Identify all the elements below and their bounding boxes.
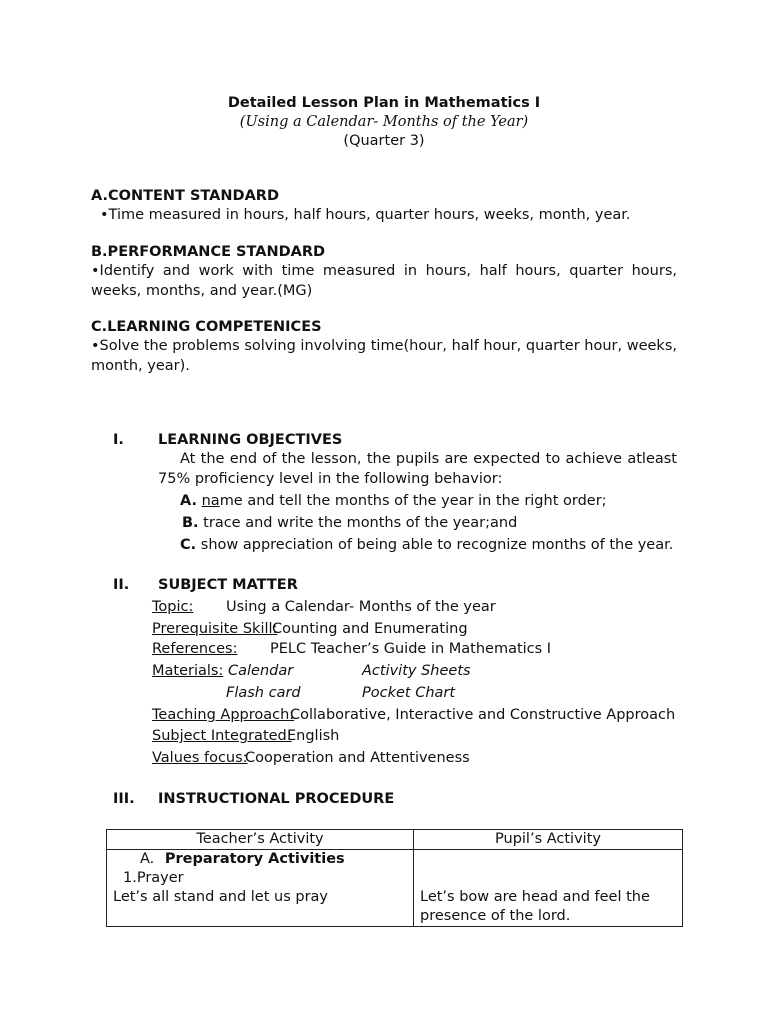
- references-value: PELC Teacher’s Guide in Mathematics I: [270, 641, 552, 657]
- approach-label: Teaching Approach:: [152, 707, 295, 723]
- teacher-activity-header: Teacher’s Activity: [107, 830, 414, 850]
- objective-item-c: [180, 535, 673, 555]
- teacher-activity-cell: [107, 850, 414, 927]
- approach-value: Collaborative, Interactive and Constructive Approach: [290, 707, 676, 723]
- objective-letter: B.: [182, 515, 199, 531]
- learning-competencies-heading: C.LEARNING COMPETENICES: [91, 319, 322, 335]
- objectives-heading: LEARNING OBJECTIVES: [158, 432, 343, 448]
- objective-text: trace and write the months of the year;and: [203, 515, 518, 531]
- objective-underlined-text: na: [201, 493, 220, 509]
- material-item: Flash card: [226, 685, 301, 701]
- pupil-activity-header: Pupil’s Activity: [414, 830, 683, 850]
- objective-text: me and tell the months of the year in the right order;: [219, 493, 607, 509]
- materials-label: Materials:: [152, 663, 224, 679]
- table-row: [107, 850, 683, 927]
- objective-letter: A.: [180, 493, 197, 509]
- learning-competencies-text: •Solve the problems solving involving time(hour, half hour, quarter hour, weeks, month, year).: [91, 338, 677, 374]
- teacher-line: Let’s all stand and let us pray: [113, 889, 329, 905]
- performance-standard-text: •Identify and work with time measured in hours, half hours, quarter hours, weeks, months, and year.(MG): [91, 263, 677, 299]
- section-letter: A.: [140, 851, 155, 867]
- performance-standard-heading: B.PERFORMANCE STANDARD: [91, 244, 326, 260]
- subject-matter-heading: SUBJECT MATTER: [158, 577, 298, 593]
- prereq-value: Counting and Enumerating: [272, 621, 468, 637]
- document-subtitle: (Using a Calendar- Months of the Year): [239, 114, 529, 130]
- procedure-numeral: III.: [113, 791, 135, 807]
- section-title: Preparatory Activities: [164, 851, 345, 867]
- step-label: 1.Prayer: [123, 870, 184, 886]
- values-value: Cooperation and Attentiveness: [245, 750, 470, 766]
- objectives-numeral: I.: [113, 432, 124, 448]
- topic-value: Using a Calendar- Months of the year: [226, 599, 496, 615]
- document-title: Detailed Lesson Plan in Mathematics I: [227, 95, 541, 111]
- quarter-label: (Quarter 3): [343, 133, 425, 149]
- objective-item-b: [182, 513, 517, 533]
- content-standard-text: •Time measured in hours, half hours, quarter hours, weeks, month, year.: [100, 207, 631, 223]
- prereq-label: Prerequisite Skill:: [152, 621, 278, 637]
- topic-label: Topic:: [152, 599, 194, 615]
- references-label: References:: [152, 641, 238, 657]
- procedure-heading: INSTRUCTIONAL PROCEDURE: [158, 791, 395, 807]
- objectives-intro: At the end of the lesson, the pupils are expected to achieve atleast 75% proficiency level in the following behavior:: [158, 451, 677, 487]
- material-item: Activity Sheets: [362, 663, 471, 679]
- integrated-value: English: [287, 728, 340, 744]
- objective-text: show appreciation of being able to recognize months of the year.: [200, 537, 674, 553]
- integrated-label: Subject Integrated:: [152, 728, 292, 744]
- table-header-row: [107, 830, 683, 850]
- procedure-table: [106, 829, 683, 927]
- pupil-line: Let’s bow are head and feel the presence of the lord.: [420, 889, 650, 924]
- pupil-activity-cell: [414, 850, 683, 927]
- values-label: Values focus:: [152, 750, 248, 766]
- material-item: Calendar: [228, 663, 294, 679]
- material-item: Pocket Chart: [362, 685, 456, 701]
- section-heading: [113, 850, 407, 869]
- subject-matter-numeral: II.: [113, 577, 130, 593]
- objective-letter: C.: [180, 537, 197, 553]
- objective-item-a: [180, 491, 607, 511]
- content-standard-heading: A.CONTENT STANDARD: [91, 188, 279, 204]
